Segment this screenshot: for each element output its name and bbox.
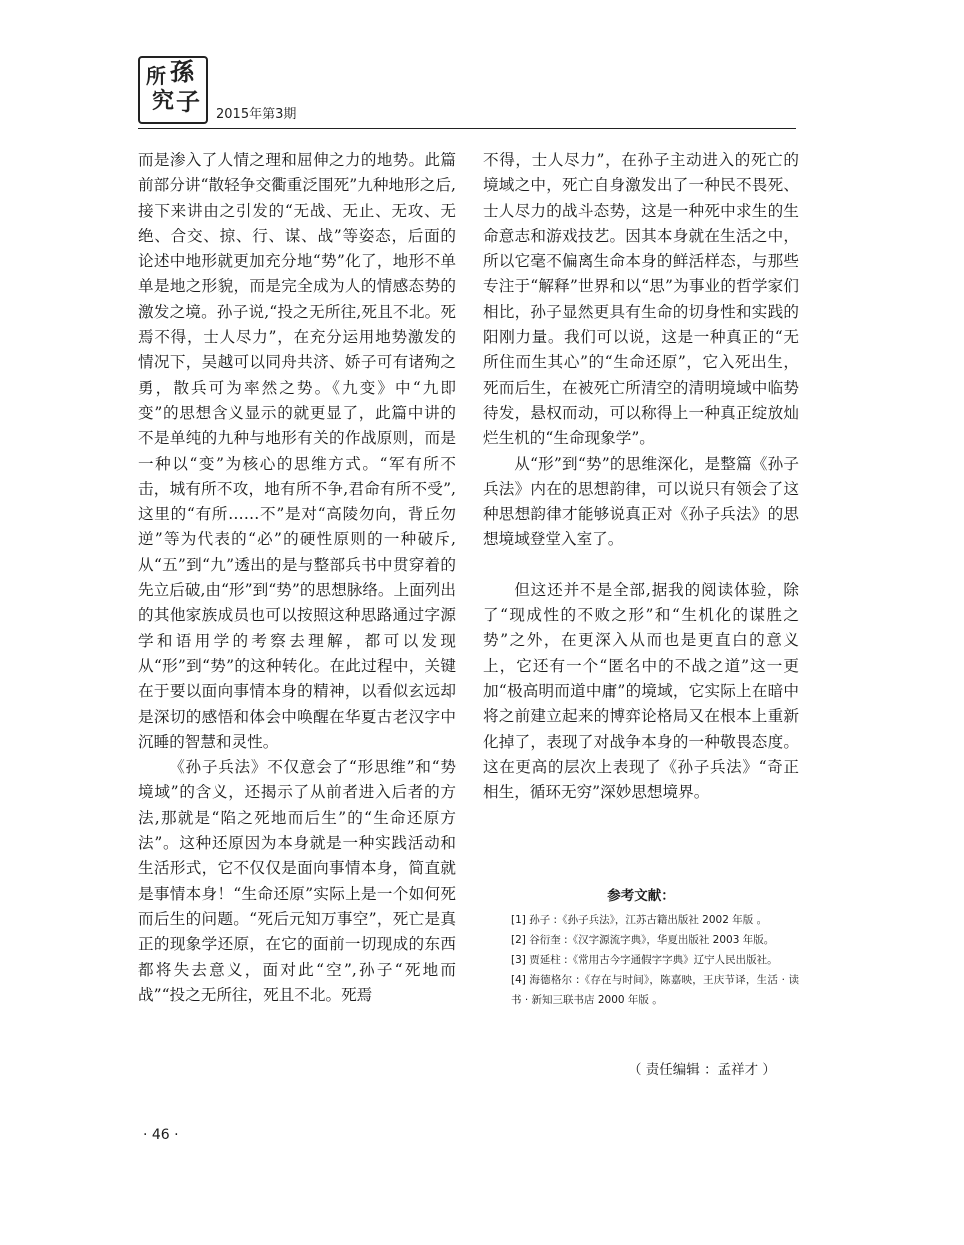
reference-item: [3] 贾延柱 :《常用古今字通假字字典》辽宁人民出版社。 bbox=[511, 954, 778, 966]
paragraph: 不得，士人尽力”，在孙子主动进入的死亡的境域之中，死亡自身激发出了一种民不畏死、士人尽力的战斗态势，这是一种死中求生的生命意志和游戏技艺。因其本身就在生活之中，所以它毫不偏离生命本身的鲜活样态，与那些专注于“解释”世界和以“思”为事业的哲学家们相比，孙子显然更具有生命的切身性和实践的阳刚力量。我们可以说，这是一种真正的“无所住而生其心”的“生命还原”，它入死出生，死而后生，在被死亡所清空的清明境域中临势待发，悬权而动，可以称得上一种真正绽放灿烂生机的“生命现象学”。 bbox=[483, 151, 799, 448]
references-list bbox=[483, 910, 799, 1010]
references-section bbox=[483, 884, 799, 1010]
paragraph: 而是渗入了人情之理和屈伸之力的地势。此篇前部分讲“散轻争交衢重泛围死”九种地形之后,接下来讲由之引发的“无战、无止、无攻、无绝、合交、掠、行、谋、战”等姿态，后面的论述中地形就更加充分地“势”化了，地形不单单是地之形貌，而是完全成为人的情感态势的激发之境。孙子说,“投之无所往,死且不北。死焉不得，士人尽力”，在充分运用地势激发的情况下，吴越可以同舟共济、娇子可有诸殉之勇，散兵可为率然之势。《九变》中“九即变”的思想含义显示的就更显了，此篇中讲的不是单纯的九种与地形有关的作战原则，而是一种以“变”为核心的思维方式。“军有所不击，城有所不攻，地有所不争,君命有所不受”,这里的“有所……不”是对“高陵勿向，背丘勿逆”等为代表的“必”的硬性原则的一种破斥,从“五”到“九”透出的是与整部兵书中贯穿着的先立后破,由“形”到“势”的思想脉络。上面列出的其他家族成员也可以按照这种思路通过字源学和语用学的考察去理解，都可以发现从“形”到“势”的这种转化。在此过程中，关键在于要以面向事情本身的精神，以看似玄远却是深切的感悟和体会中唤醒在华夏古老汉字中沉睡的智慧和灵性。 bbox=[138, 151, 456, 751]
reference-item: [2] 谷衍奎 :《汉字源流字典》，华夏出版社 2003 年版。 bbox=[511, 934, 775, 946]
reference-item: [1] 孙子 :《孙子兵法》，江苏古籍出版社 2002 年版 。 bbox=[511, 914, 768, 926]
right-column bbox=[483, 148, 799, 848]
paragraph: 但这还并不是全部,据我的阅读体验，除了“现成性的不败之形”和“生机化的谋胜之势”之外，在更深入从而也是更直白的意义上，它还有一个“匿名中的不战之道”这一更加“极高明而道中庸”的境域，它实际上在暗中将之前建立起来的博弈论格局又在根本上重新化掉了，表现了对战争本身的一种敬畏态度。这在更高的层次上表现了《孙子兵法》“奇正相生，循环无穷”深妙思想境界。 bbox=[483, 580, 799, 802]
journal-logo bbox=[138, 56, 208, 124]
logo-char: 子 bbox=[176, 87, 200, 116]
header-rule bbox=[138, 128, 796, 129]
paragraph: 从“形”到“势”的思维深化，是整篇《孙子兵法》内在的思想韵律，可以说只有领会了这种思想韵律才能够说真正对《孙子兵法》的思想境域登堂入室了。 bbox=[483, 454, 799, 549]
reference-item: [4] 海德格尔 :《存在与时间》，陈嘉映，王庆节译，生活 · 读书 · 新知三联书店 2000 年版 。 bbox=[511, 974, 799, 1006]
issue-label: 2015年第3期 bbox=[216, 107, 297, 122]
page-header bbox=[138, 56, 798, 134]
references-title: 参考文献： bbox=[607, 888, 675, 904]
left-column bbox=[138, 148, 456, 1128]
editor-credit: （ 责任编辑 ：孟祥才 ） bbox=[628, 1062, 776, 1078]
logo-char: 究 bbox=[152, 88, 175, 114]
logo-char: 所 bbox=[146, 64, 166, 88]
paragraph: 《孙子兵法》不仅意会了“形思维”和“势境域”的含义，还揭示了从前者进入后者的方法,那就是“陷之死地而后生”的“生命还原方法”。这种还原因为本身就是一种实践活动和生活形式，它不仅仅是面向事情本身，简直就是事情本身！“生命还原”实际上是一个如何死而后生的问题。“死后元知万事空”，死亡是真正的现象学还原，在它的面前一切现成的东西都将失去意义，面对此“空”,孙子“死地而战”“投之无所往，死且不北。死焉 bbox=[138, 758, 456, 1004]
logo-char: 孫 bbox=[170, 57, 194, 86]
page-number: · 46 · bbox=[143, 1127, 179, 1143]
